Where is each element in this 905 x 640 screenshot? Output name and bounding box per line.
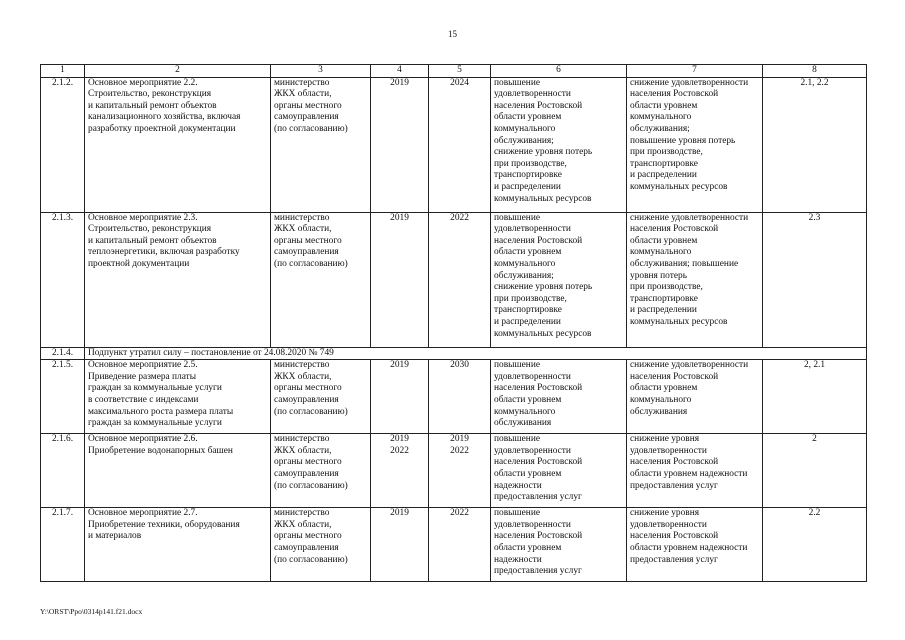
table-row — [41, 212, 867, 347]
measure-name: Основное мероприятие 2.6. Приобретение водонапорных башен — [85, 434, 271, 508]
related-indicators: 2, 2.1 — [763, 360, 867, 434]
non-implementation-consequences: снижение удовлетворенности населения Ростовской области уровнем коммунального обслуживания; повышение уровня потерь при производстве, транспортировке и распределении коммунальных ресурсов — [627, 212, 763, 347]
end-year: 2022 — [429, 508, 491, 582]
end-year: 2024 — [429, 77, 491, 212]
non-implementation-consequences: снижение уровня удовлетворенности населения Ростовской области уровнем надежности предоставления услуг — [627, 434, 763, 508]
file-path-footer: Y:\ORST\Ppo\0314p141.f21.docx — [40, 607, 143, 616]
table-row — [41, 347, 867, 360]
start-year: 2019 — [371, 508, 429, 582]
column-number: 2 — [85, 65, 271, 78]
column-number: 4 — [371, 65, 429, 78]
measure-name: Основное мероприятие 2.2. Строительство, реконструкция и капитальный ремонт объектов канализационного хозяйства, включая разработку проектной документации — [85, 77, 271, 212]
expected-result: повышение удовлетворенности населения Ростовской области уровнем коммунального обслуживания; снижение уровня потерь при производстве, транспортировке и распределении коммунальных ресурсов — [491, 212, 627, 347]
measure-name: Основное мероприятие 2.7. Приобретение техники, оборудования и материалов — [85, 508, 271, 582]
related-indicators: 2.3 — [763, 212, 867, 347]
row-number: 2.1.2. — [41, 77, 85, 212]
row-number: 2.1.6. — [41, 434, 85, 508]
table-row — [41, 508, 867, 582]
table-row — [41, 77, 867, 212]
expected-result: повышение удовлетворенности населения Ростовской области уровнем коммунального обслуживания; снижение уровня потерь при производстве, транспортировке и распределении коммунальных ресурсов — [491, 77, 627, 212]
column-number: 7 — [627, 65, 763, 78]
column-number: 8 — [763, 65, 867, 78]
non-implementation-consequences: снижение удовлетворенности населения Ростовской области уровнем коммунального обслуживания; повышение уровня потерь при производстве, транспортировке и распределении коммунальных ресурсов — [627, 77, 763, 212]
non-implementation-consequences: снижение уровня удовлетворенности населения Ростовской области уровнем надежности предоставления услуг — [627, 508, 763, 582]
expected-result: повышение удовлетворенности населения Ростовской области уровнем надежности предоставления услуг — [491, 508, 627, 582]
table-row — [41, 360, 867, 434]
column-number: 3 — [271, 65, 371, 78]
start-year: 2019 — [371, 77, 429, 212]
repealed-note: Подпункт утратил силу – постановление от 24.08.2020 № 749 — [85, 347, 867, 360]
table-row — [41, 434, 867, 508]
row-number: 2.1.3. — [41, 212, 85, 347]
responsible-executor: министерство ЖКХ области, органы местного самоуправления (по согласованию) — [271, 77, 371, 212]
measures-table — [40, 64, 867, 582]
end-year: 2019 2022 — [429, 434, 491, 508]
column-number-row — [41, 65, 867, 78]
related-indicators: 2.2 — [763, 508, 867, 582]
related-indicators: 2 — [763, 434, 867, 508]
start-year: 2019 — [371, 360, 429, 434]
column-number: 5 — [429, 65, 491, 78]
start-year: 2019 — [371, 212, 429, 347]
expected-result: повышение удовлетворенности населения Ростовской области уровнем надежности предоставления услуг — [491, 434, 627, 508]
row-number: 2.1.7. — [41, 508, 85, 582]
end-year: 2030 — [429, 360, 491, 434]
column-number: 6 — [491, 65, 627, 78]
end-year: 2022 — [429, 212, 491, 347]
non-implementation-consequences: снижение удовлетворенности населения Ростовской области уровнем коммунального обслуживания — [627, 360, 763, 434]
column-number: 1 — [41, 65, 85, 78]
row-number: 2.1.4. — [41, 347, 85, 360]
responsible-executor: министерство ЖКХ области, органы местного самоуправления (по согласованию) — [271, 508, 371, 582]
responsible-executor: министерство ЖКХ области, органы местного самоуправления (по согласованию) — [271, 360, 371, 434]
row-number: 2.1.5. — [41, 360, 85, 434]
measure-name: Основное мероприятие 2.5. Приведение размера платы граждан за коммунальные услуги в соответствие с индексами максимального роста размера платы граждан за коммунальные услуги — [85, 360, 271, 434]
responsible-executor: министерство ЖКХ области, органы местного самоуправления (по согласованию) — [271, 434, 371, 508]
expected-result: повышение удовлетворенности населения Ростовской области уровнем коммунального обслуживания — [491, 360, 627, 434]
measure-name: Основное мероприятие 2.3. Строительство, реконструкция и капитальный ремонт объектов теплоэнергетики, включая разработку проектной документации — [85, 212, 271, 347]
page-number: 15 — [448, 29, 457, 39]
related-indicators: 2.1, 2.2 — [763, 77, 867, 212]
responsible-executor: министерство ЖКХ области, органы местного самоуправления (по согласованию) — [271, 212, 371, 347]
start-year: 2019 2022 — [371, 434, 429, 508]
